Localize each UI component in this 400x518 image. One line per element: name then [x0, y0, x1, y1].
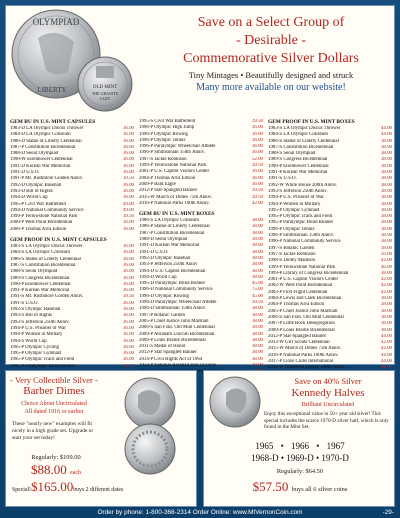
coin-name: 1991-P Korean War Memorial: [10, 288, 70, 294]
coin-name: 2009-P Louis Braille Bicentennial: [268, 327, 335, 333]
coin-price: 38.00: [251, 356, 263, 362]
coin-name: 1990-P Eisenhower Centennial: [10, 281, 71, 287]
coin-name: 1997-S Jackie Robinson: [268, 251, 316, 257]
coin-price: 36.00: [122, 307, 134, 313]
coin-price: 38.00: [380, 239, 392, 245]
section-heading: GEM BU IN U.S. MINT CAPSULES: [10, 119, 96, 125]
coin-price: 38.00: [251, 262, 263, 268]
coin-price: 75.00: [251, 287, 263, 293]
coin-price: 45.00: [251, 281, 263, 287]
coin-price: 38.00: [380, 188, 392, 194]
kennedy-description: Enjoy this exceptional value in 50+ year old silver! This special includes the scarce 1970-D silver half, which is only found in the Mint Set.: [264, 411, 389, 431]
coin-name: 1995-S Civil War Battlefield: [139, 119, 196, 124]
coin-name: 1999-P Yellowstone National Park: [10, 214, 78, 220]
coin-name: 1986-D Statue of Liberty Centennial: [10, 138, 82, 144]
coin-price: 44.00: [380, 352, 392, 358]
coin-name: 1984-S LA Olympic Coliseum: [10, 250, 70, 256]
page-number: -29-: [382, 509, 394, 516]
kennedy-price-value: $57.50: [252, 479, 289, 494]
coin-name: 2014-P Civil Rights Act of 1964: [139, 356, 203, 362]
coin-price: 42.00: [251, 200, 263, 206]
website-callout: Many more available on our website!: [196, 82, 346, 93]
coin-price: 36.00: [122, 250, 134, 256]
coin-price: 38.00: [380, 308, 392, 314]
coin-price: 38.00: [251, 255, 263, 261]
coin-price: 36.00: [122, 275, 134, 281]
section-heading: GEM PROOF IN U.S. MINT CAPSULES: [10, 237, 107, 244]
coin-price: 36.00: [122, 332, 134, 338]
coin-price: 38.00: [251, 243, 263, 249]
coin-price: 38.00: [380, 214, 392, 220]
coin-price: 39.50: [251, 300, 263, 306]
coin-price: 36.00: [122, 288, 134, 294]
coin-name: 2009-P Abraham Lincoln Bicentennial: [139, 331, 215, 337]
coin-name: 2017-P Lions Clubs International: [268, 358, 334, 364]
coin-name: 1994-P U.S. Prisoner of War: [10, 325, 66, 331]
coin-price: 36.00: [122, 151, 134, 157]
coin-name: 1994-D World Cup: [139, 274, 177, 280]
section-heading: GEM BU IN U.S. MINT BOXES: [139, 211, 215, 218]
svg-text:OLYMPIAD: OLYMPIAD: [32, 17, 80, 27]
price-list-item: [10, 227, 134, 233]
coin-name: 1997-S Jackie Robinson: [139, 156, 187, 162]
coin-price: 38.00: [251, 218, 263, 224]
coin-price: 46.00: [380, 264, 392, 270]
coin-price: 38.00: [380, 233, 392, 239]
coin-name: 2009-P Bald Eagle: [139, 181, 176, 187]
coin-price: 36.00: [122, 281, 134, 287]
coin-name: 2011-S Medal of Honor: [139, 344, 186, 350]
coin-price: 38.00: [251, 344, 263, 350]
coin-price: 36.00: [122, 220, 134, 226]
coin-price: 38.00: [380, 195, 392, 201]
price-list-column-3: [268, 119, 392, 378]
coin-price: 38.00: [380, 220, 392, 226]
coin-price: 36.00: [251, 150, 263, 156]
coin-name: 225th: [194, 369, 207, 375]
coin-price: 36.00: [122, 244, 134, 250]
coin-price: 38.00: [380, 226, 392, 232]
coin-price: 36.00: [122, 226, 134, 232]
coin-price: 42.00: [380, 283, 392, 289]
coin-name: 1995-P Olympic Gymnast: [10, 351, 62, 357]
coin-price: 36.00: [122, 357, 134, 363]
coin-name: 1993-D Bill of Rights: [10, 188, 53, 194]
coin-price: 38.00: [380, 327, 392, 333]
coin-price: 39.50: [122, 176, 134, 182]
coin-price: 36.00: [122, 262, 134, 268]
coin-name: 1984-D LA Olympic Coliseum: [10, 132, 71, 138]
coin-price: 44.00: [380, 126, 392, 131]
coin-name: 1992-S Olympic Baseball: [10, 307, 61, 313]
coin-name: 1984-S LA Olympic Coliseum: [268, 132, 328, 138]
coin-name: 1995-P Olympic Track and Field: [10, 357, 75, 363]
price-list-item: [139, 201, 263, 207]
coin-price: 39.50: [251, 194, 263, 200]
coin-price: 39.50: [251, 188, 263, 194]
coin-price: 38.00: [251, 362, 263, 368]
coin-price: 38.00: [251, 224, 263, 230]
coin-price: 38.00: [251, 274, 263, 280]
coin-price: 38.00: [380, 201, 392, 207]
coin-price: 38.00: [251, 306, 263, 312]
coin-price: 42.00: [380, 340, 392, 346]
barber-price-value: $88.00: [31, 462, 67, 477]
coin-name: 2004-P Thomas Alva Edison: [139, 175, 196, 181]
kennedy-kicker: Save on 40% Silver: [294, 376, 362, 386]
coin-price: 38.00: [380, 170, 392, 176]
coin-name: 1995-D Paralympic Blind Runner: [139, 281, 206, 287]
svg-text:LADY: LADY: [99, 96, 111, 101]
coin-name: 1996-D National Community Service: [139, 287, 213, 293]
coin-name: 2016-P National Parks 100th Anniv.: [139, 200, 210, 206]
coin-name: 1996-P Smithsonian 150th Anniv.: [268, 233, 335, 239]
coin-price: 36.00: [122, 256, 134, 262]
coin-price: 36.00: [251, 181, 263, 187]
coin-name: 2001-P U.S. Capitol Visitors Center: [139, 169, 210, 175]
coin-name: 1999-P Library of Congress Bicentennial: [268, 270, 349, 276]
coin-price: 36.00: [251, 175, 263, 181]
coin-name: 2006-P Thomas Alva Edison: [10, 226, 67, 232]
coin-price: 39.50: [251, 119, 263, 124]
coin-name: 1989-S Congress Bicentennial: [268, 157, 328, 163]
coin-price: 36.00: [122, 351, 134, 357]
coin-price: 36.00: [251, 169, 263, 175]
coin-name: 1986-P Statue of Liberty Centennial: [139, 224, 210, 230]
coin-price: 45.00: [251, 293, 263, 299]
coin-price: 36.00: [251, 125, 263, 131]
kennedy-half-image: [208, 375, 262, 429]
coin-name: 1993-S Jefferson 250th Anniv.: [10, 319, 70, 325]
coin-name: 1986-S LA Olympic Coliseum: [139, 218, 199, 224]
coin-name: 1997-P Botanic Garden: [139, 312, 185, 318]
commemorative-headline: [151, 14, 391, 68]
coin-price: 38.00: [380, 138, 392, 144]
coin-name: 1996-P Olympic Rowing: [139, 131, 188, 137]
kennedy-sale-price: [204, 479, 396, 495]
coin-price: 38.00: [380, 302, 392, 308]
coin-name: 1987-S Constitution Bicentennial: [268, 144, 334, 150]
commemorative-coins-image: [8, 8, 133, 115]
coin-price: 38.00: [380, 163, 392, 169]
coin-price: 38.00: [251, 318, 263, 324]
headline-line-2: - Desirable -: [236, 33, 306, 48]
coin-name: 1993-S Bill of Rights: [10, 313, 52, 319]
coin-name: 1992-D Olympic Baseball: [10, 182, 62, 188]
barber-title: Barber Dimes: [23, 385, 85, 397]
coin-name: 1986-S Statue of Liberty Centennial: [268, 138, 339, 144]
coin-price: 44.00: [380, 132, 392, 138]
coin-name: 2015-W March of Dimes 75th Anniv.: [268, 346, 342, 352]
coin-price: 44.00: [380, 358, 392, 364]
coin-name: 1991-P Mt. Rushmore Golden Anniv.: [10, 176, 84, 182]
coin-name: 1990-W Eisenhower Centennial: [10, 157, 73, 163]
coin-name: 2012-P Star-Spangled Banner: [268, 333, 327, 339]
barber-price-suffix: each: [70, 470, 81, 476]
coin-price: 38.00: [251, 325, 263, 331]
barber-dimes-offer: [5, 370, 197, 507]
coin-price: 38.00: [251, 249, 263, 255]
coin-price: 42.00: [380, 289, 392, 295]
coin-price: 36.00: [122, 188, 134, 194]
coin-price: 39.50: [251, 163, 263, 169]
coin-name: 1998-S Dolley Madison: [268, 258, 316, 264]
coin-price: 39.50: [122, 294, 134, 300]
svg-text:THE GRANITE: THE GRANITE: [91, 91, 119, 96]
coin-name: 1983-S LA Olympic Discus Thrower: [268, 126, 341, 131]
coin-price: 38.00: [380, 270, 392, 276]
coin-price: 36.00: [122, 132, 134, 138]
coin-name: 1995-P Olympic Gymnast: [268, 207, 320, 213]
barber-special-label: Special!: [12, 487, 31, 493]
coin-name: 1995-P Civil War Battlefield: [10, 201, 66, 207]
coin-name: 2012-P Star Spangled Banner: [139, 350, 197, 356]
headline-subtitle: Tiny Mintages • Beautifully designed and struck: [188, 70, 354, 80]
coin-price: 36.00: [122, 363, 134, 369]
price-list-column-2: [139, 119, 263, 376]
barber-special-offer: [6, 479, 198, 495]
coin-name: 1988-D Seoul Olympiad: [10, 151, 59, 157]
coin-name: 1990-P Eisenhower Centennial: [268, 163, 329, 169]
barber-sale-price: [6, 462, 106, 478]
price-list-column-1: [10, 119, 134, 370]
coin-price: 38.00: [380, 207, 392, 213]
coin-name: 1999-P Yellowstone National Park: [268, 264, 336, 270]
coin-name: 2004-P Lewis and Clark Bicentennial: [268, 296, 342, 302]
coin-price: 42.00: [380, 346, 392, 352]
coin-name: 1996-P Olympic High Jump: [139, 125, 195, 131]
coin-name: 2000-P West Point Bicentennial: [10, 220, 73, 226]
coin-price: 38.00: [251, 312, 263, 318]
coin-price: 56.00: [380, 251, 392, 257]
coin-name: 1994-S World Cup: [10, 338, 47, 344]
coin-name: 1996-D Paralympic Wheelchair Athlete: [139, 300, 217, 306]
coin-name: 1991-P Korean War Memorial: [268, 170, 328, 176]
coin-price: 36.00: [122, 144, 134, 150]
coin-name: 1997-S Botanic Garden: [268, 245, 315, 251]
coin-name: 2016-P National Parks 100th Anniv.: [268, 352, 339, 358]
coin-name: 1996-P Smithsonian 150th Anniv.: [139, 150, 206, 156]
kennedy-regular-price: Regularly: $64.50: [276, 468, 324, 475]
coin-price: 42.00: [380, 258, 392, 264]
coin-price: 38.00: [380, 314, 392, 320]
headline-line-1: Save on a Select Group of: [197, 15, 345, 30]
coin-name: 1992-D Olympic Baseball: [139, 255, 191, 261]
coin-name: 1994-P U.S. Prisoner of War: [268, 195, 324, 201]
coin-name: 1995-P Paralympic Blind Runner: [10, 363, 76, 369]
coin-price: 38.00: [380, 151, 392, 157]
coin-price: 38.00: [380, 182, 392, 188]
coin-name: 2002-W West Point Bicentennial: [268, 283, 333, 289]
order-footer: Order by phone: 1-800-368-2314 Order Online: www.MtVernonCoin.com: [97, 509, 303, 516]
coin-price: 36.00: [122, 182, 134, 188]
coin-name: 1991-D U.S.O.: [139, 249, 169, 255]
coin-price: 38.00: [251, 230, 263, 236]
coin-price: 36.00: [122, 195, 134, 201]
kennedy-years-row-1: 1965 • 1966 • 1967: [255, 441, 345, 451]
coin-name: 2006-S San Fran. Old Mint Centennial: [139, 325, 215, 331]
barber-kicker: - Very Collectible Silver -: [10, 375, 98, 385]
coin-name: 1991-S U.S.O.: [268, 176, 297, 182]
coin-name: 1987-P Constitution Bicentennial: [10, 144, 76, 150]
coin-price: 38.00: [251, 337, 263, 343]
coin-name: 1987-S Constitution Bicentennial: [10, 262, 76, 268]
coin-name: 1994-P Women in Military: [268, 201, 321, 207]
coin-name: 1991-D U.S.O.: [10, 170, 40, 176]
coin-price: 38.00: [251, 331, 263, 337]
coin-price: 36.00: [122, 300, 134, 306]
barber-dates: All dated 1916 or earlier: [24, 409, 84, 415]
coin-price: 38.00: [251, 350, 263, 356]
coin-name: 1983-D LA Olympic Discus Thrower: [10, 126, 84, 131]
kennedy-price-suffix: buys all 6 silver coins: [291, 486, 348, 493]
coin-name: 2005-P Chief Justice John Marshall: [268, 308, 338, 314]
coin-price: 36.00: [122, 163, 134, 169]
coin-name: 2007-P Little Rock Desegregation: [268, 321, 335, 327]
barber-description: These "nearly new" examples will fit nicely in a high grade set. Upgrade or start your set today!: [12, 421, 94, 441]
coin-name: 1994-P Women in Military: [10, 332, 63, 338]
coin-price: 38.00: [380, 321, 392, 327]
coin-name: 1992-W White House 200th Anniv.: [268, 182, 338, 188]
barber-regular-price: Regularly: $109.00: [31, 454, 81, 461]
coin-name: 1995-P Olympic Track and Field: [268, 214, 333, 220]
coin-name: 1999-P Yellowstone National Park: [139, 163, 207, 169]
kennedy-years-row-2: 1968-D • 1969-D • 1970-D: [251, 453, 349, 463]
coin-name: 2006-S San Fran. Old Mint Centennial: [268, 314, 344, 320]
coin-name: 2003-P First Flight Centennial: [268, 289, 328, 295]
coin-name: 1996-P National Community Service: [268, 239, 341, 245]
coin-name: 1989-S Congress Bicentennial: [10, 275, 70, 281]
coin-name: 1991-D Korean War Memorial: [139, 243, 200, 249]
coin-price: 36.00: [122, 313, 134, 319]
coin-name: 2015-W March of Dimes 75th Anniv.: [139, 194, 213, 200]
coin-price: 38.00: [380, 176, 392, 182]
coin-name: 1991-D Korean War Memorial: [10, 163, 71, 169]
coin-name: 2014-P National Baseball Hall of Fame: [139, 362, 217, 368]
kennedy-grade: Brilliant Uncirculated: [301, 402, 355, 408]
headline-line-3: Commemorative Silver Dollars: [183, 51, 359, 66]
coin-name: 1986-S Statue of Liberty Centennial: [10, 256, 81, 262]
kennedy-title: Kennedy Halves: [291, 387, 365, 399]
coin-name: 2013-W Girl Scouts Centennial: [268, 340, 330, 346]
coin-price: 38.00: [380, 144, 392, 150]
coin-name: 1994-D World Cup: [10, 195, 48, 201]
coin-name: 2018-W American Legion 100th Anniv.: [268, 365, 346, 371]
coin-name: 1993-P Jefferson 250th Anniv: [139, 262, 198, 268]
coin-price: 38.00: [380, 296, 392, 302]
coin-price: 44.00: [380, 333, 392, 339]
coin-name: 2012-P Star-Spangled Banner: [139, 188, 198, 194]
commemorative-panel: [5, 5, 395, 375]
coin-price: 36.00: [122, 138, 134, 144]
coin-price: 38.00: [380, 245, 392, 251]
barber-special-suffix: buys 2 different dates: [73, 487, 124, 493]
coin-name: 2004-P Thomas Alva Edison: [268, 302, 325, 308]
coin-price: 36.00: [251, 137, 263, 143]
coin-price: 36.00: [122, 319, 134, 325]
coin-name: 1996-D Smithsonian 150th Anniv.: [139, 306, 207, 312]
coin-name: 1991-S U.S.O.: [10, 300, 39, 306]
svg-text:LIBERTY: LIBERTY: [37, 86, 67, 94]
coin-price: 36.00: [251, 144, 263, 150]
coin-price: 48.00: [380, 365, 392, 371]
coin-name: 1983-S LA Olympic Discus Thrower: [10, 244, 83, 250]
kennedy-halves-offer: [203, 370, 395, 507]
coin-price: 36.00: [122, 344, 134, 350]
coin-price: 42.00: [380, 277, 392, 283]
coin-price: 38.00: [251, 237, 263, 243]
coin-name: 1991-S Mt. Rushmore Golden Anniv.: [10, 294, 84, 300]
coin-name: 2009-P Louis Braille Bicentennial: [139, 337, 206, 343]
coin-name: 1988-S Seoul Olympiad: [268, 151, 316, 157]
coin-price: 36.00: [251, 131, 263, 137]
coin-price: 36.00: [122, 325, 134, 331]
coin-price: 52.00: [251, 156, 263, 162]
coin-price: 39.50: [122, 214, 134, 220]
coin-name: 1994-D National Community Service: [10, 207, 84, 213]
svg-text:OLD MINT: OLD MINT: [92, 85, 118, 90]
section-heading: GEM PROOF IN U.S. MINT BOXES: [268, 119, 355, 125]
coin-price: 49.00: [122, 207, 134, 213]
barber-grade: Choice About Uncirculated: [21, 401, 87, 407]
coin-price: 36.00: [122, 126, 134, 131]
coin-name: 1987-P Constitution Bicentennial: [139, 230, 205, 236]
coin-price: 36.00: [122, 157, 134, 163]
coin-name: 1995-P Olympic Cycling: [10, 344, 59, 350]
coin-name: 1995-P Paralympic Blind Runner: [268, 220, 334, 226]
coin-name: 1993-S Jefferson 250th Anniv.: [268, 188, 328, 194]
coin-name: 1996-P Olympic Tennis: [268, 226, 315, 232]
coin-price: 36.00: [122, 338, 134, 344]
coin-price: 36.00: [122, 170, 134, 176]
coin-name: 1996-P Paralympic Wheelchair Athlete: [139, 144, 216, 150]
coin-price: 49.00: [122, 201, 134, 207]
coin-name: 1988-S Seoul Olympiad: [10, 269, 58, 275]
coin-price: 38.00: [251, 268, 263, 274]
coin-price: 36.00: [122, 269, 134, 275]
coin-name: 1996-P Olympic Tennis: [139, 137, 186, 143]
barber-special-price: $165.00: [31, 479, 74, 494]
coin-name: 1988-D Seoul Olympiad: [139, 237, 188, 243]
coin-name: 2005-P Chief Justice John Marshall: [139, 318, 209, 324]
coin-price: 38.00: [380, 157, 392, 163]
coin-name: 1994-D U.S. Capitol Bicentennial: [139, 268, 206, 274]
coin-name: 1996-D Olympic Rowing: [139, 293, 189, 299]
barber-dime-image: [104, 375, 196, 477]
coin-name: 2001-P U.S. Capitol Visitors Center: [268, 277, 339, 283]
